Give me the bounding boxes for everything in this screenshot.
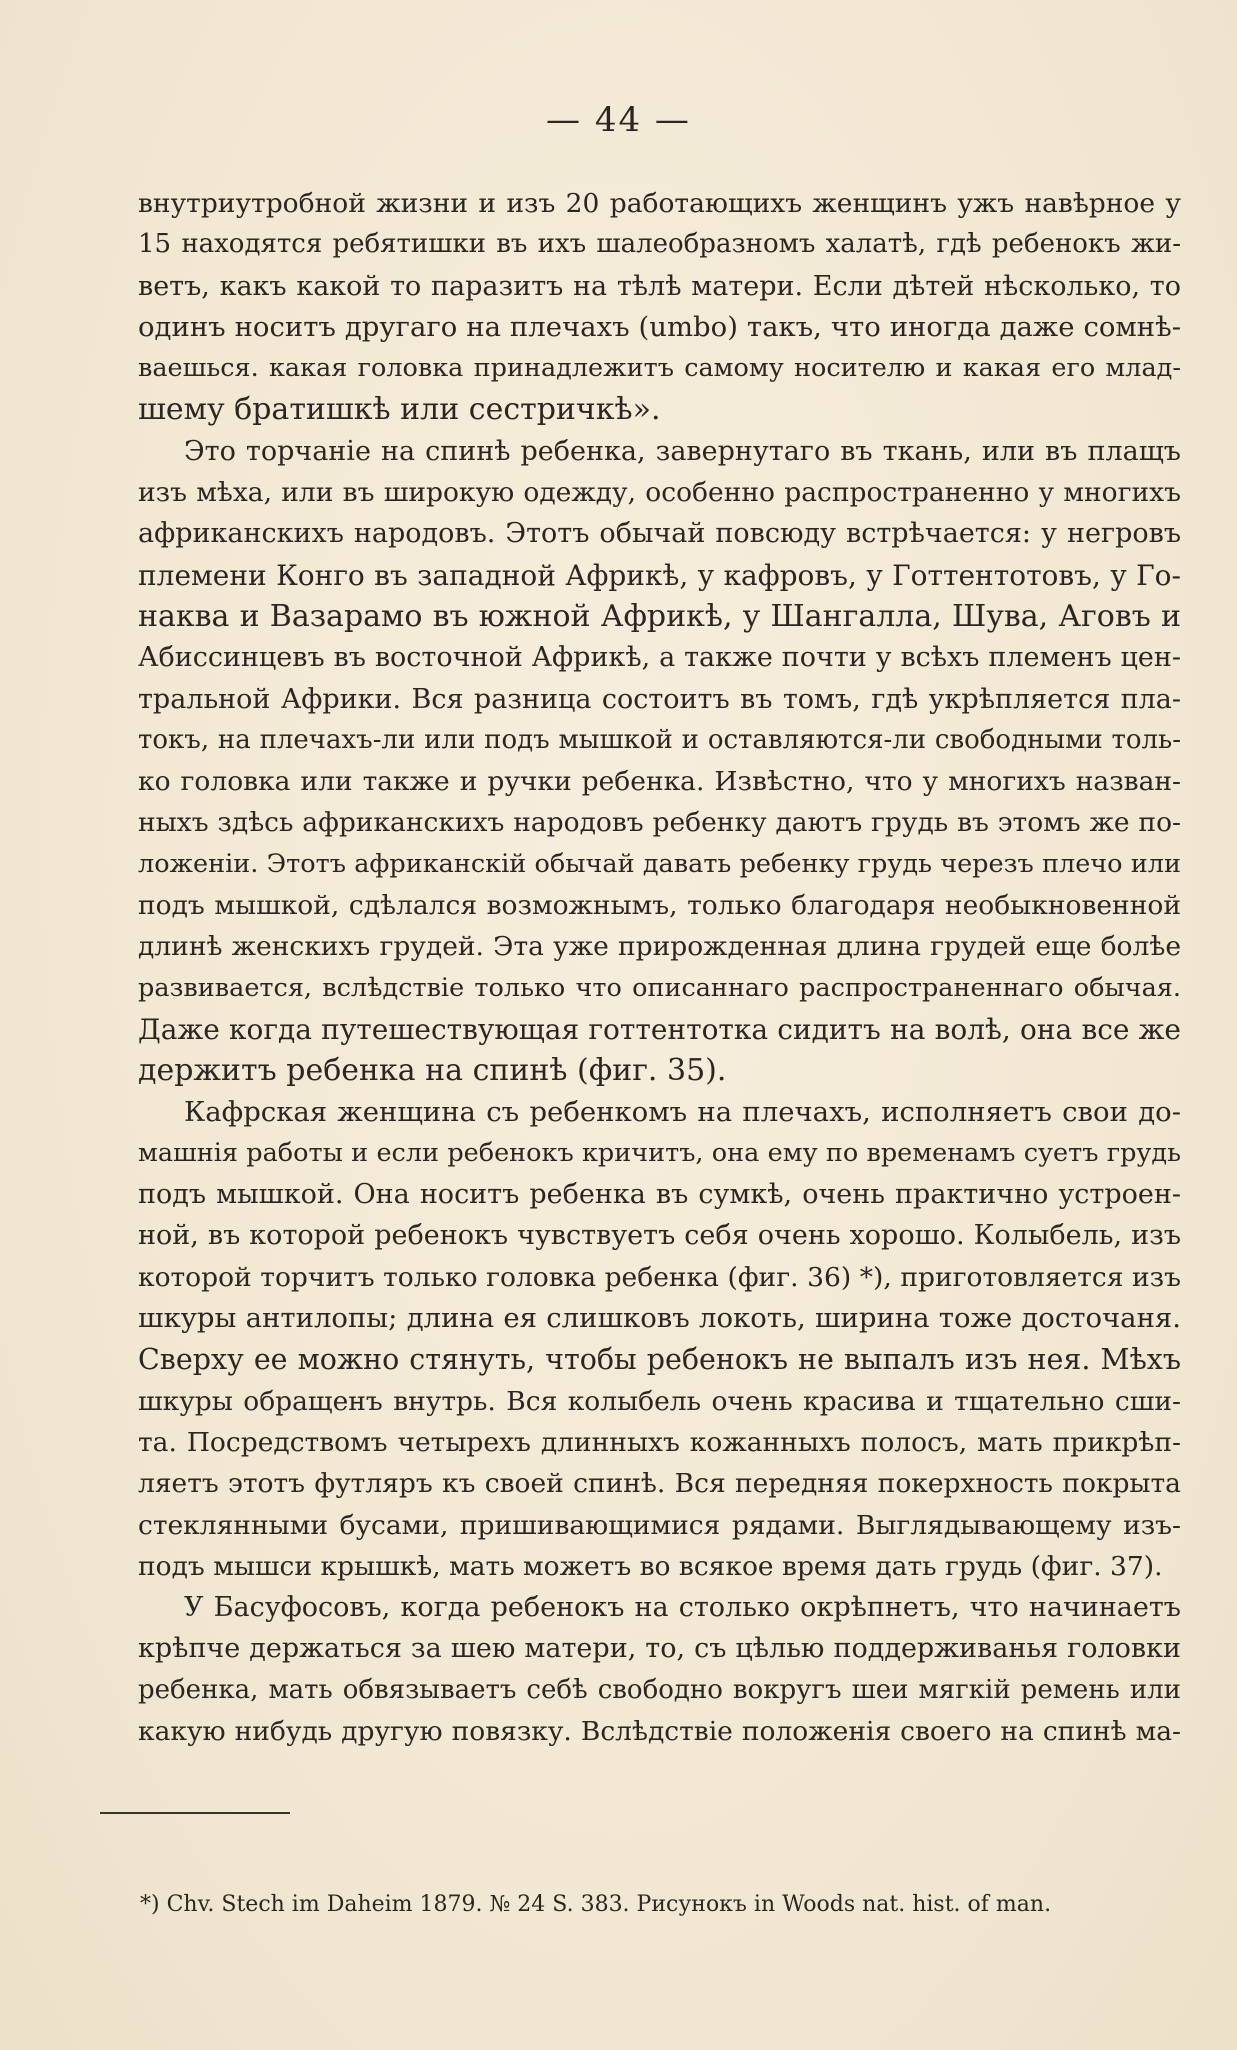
text-line: шкуры обращенъ внутрь. Вся колыбель очень красива и тщательно сши-: [138, 1385, 1181, 1417]
footnote: *) Chv. Stech im Daheim 1879. № 24 S. 383. Рисунокъ in Woods nat. hist. of man.: [140, 1892, 1052, 1917]
text-line: держитъ ребенка на спинѣ (фиг. 35).: [138, 1053, 727, 1089]
text-line: шему братишкѣ или сестричкѣ».: [138, 392, 661, 428]
text-line: подъ мышкой. Она носитъ ребенка въ сумкѣ, очень практично устроен-: [138, 1179, 1181, 1211]
text-line: ложеніи. Этотъ африканскій обычай давать ребенку грудь черезъ плечо или: [138, 848, 1181, 879]
text-line: машнія работы и если ребенокъ кричитъ, она ему по временамъ суетъ грудь: [138, 1137, 1181, 1168]
text-line: Даже когда путешествующая готтентотка сидитъ на волѣ, она все же: [138, 1012, 1181, 1046]
text-line: развивается, вслѣдствіе только что описаннаго распространеннаго обычая.: [138, 972, 1181, 1003]
text-line: изъ мѣха, или въ широкую одежду, особенно распространенно у многихъ: [138, 477, 1181, 509]
text-line: ной, въ которой ребенокъ чувствуетъ себя очень хорошо. Колыбель, изъ: [138, 1220, 1181, 1252]
text-line: ребенка, мать обвязываетъ себѣ свободно вокругъ шеи мягкій ремень или: [138, 1674, 1181, 1705]
text-line: У Басуфосовъ, когда ребенокъ на столько окрѣпнетъ, что начинаетъ: [184, 1592, 1181, 1624]
text-line: та. Посредствомъ четырехъ длинныхъ кожанныхъ полосъ, мать прикрѣп-: [138, 1426, 1181, 1458]
text-line: крѣпче держаться за шею матери, то, съ цѣлью поддерживанья головки: [138, 1633, 1181, 1665]
text-line: которой торчитъ только головка ребенка (фиг. 36) *), приготовляется изъ: [138, 1261, 1181, 1293]
text-line: подъ мышси крышкѣ, мать можетъ во всякое время дать грудь (фиг. 37).: [138, 1550, 1163, 1582]
text-line: 15 находятся ребятишки въ ихъ шалеобразномъ халатѣ, гдѣ ребенокъ жи-: [138, 229, 1181, 260]
text-line: одинъ носитъ другаго на плечахъ (umbo) такъ, что иногда даже сомнѣ-: [138, 310, 1181, 343]
body-text: [138, 183, 1181, 1752]
text-line: Это торчаніе на спинѣ ребенка, завернутаго въ ткань, или въ плащъ: [184, 435, 1181, 467]
text-line: племени Конго въ западной Африкѣ, у кафровъ, у Готтентотовъ, у Го-: [138, 558, 1181, 592]
text-line: ныхъ здѣсь африканскихъ народовъ ребенку даютъ грудь въ этомъ же по-: [138, 807, 1181, 839]
text-line: какую нибудь другую повязку. Вслѣдствіе положенія своего на спинѣ ма-: [138, 1715, 1181, 1747]
text-line: ваешься. какая головка принадлежитъ самому носителю и какая его млад-: [138, 353, 1181, 384]
text-line: ко головка или также и ручки ребенка. Извѣстно, что у многихъ назван-: [138, 766, 1181, 798]
text-line: токъ, на плечахъ-ли или подъ мышкой и оставляются-ли свободными толь-: [138, 724, 1181, 755]
text-line: тральной Африки. Вся разница состоитъ въ томъ, гдѣ укрѣпляется пла-: [138, 683, 1181, 715]
text-line: Сверху ее можно стянуть, чтобы ребенокъ не выпалъ изъ нея. Мѣхъ: [138, 1343, 1181, 1377]
text-line: Абиссинцевъ въ восточной Африкѣ, а также почти у всѣхъ племенъ цен-: [138, 642, 1181, 674]
text-line: ветъ, какъ какой то паразитъ на тѣлѣ матери. Если дѣтей нѣсколько, то: [138, 270, 1181, 302]
text-line: стеклянными бусами, пришивающимися рядами. Выглядывающему изъ-: [138, 1509, 1181, 1541]
text-line: африканскихъ народовъ. Этотъ обычай повсюду встрѣчается: у негровъ: [138, 518, 1181, 550]
text-line: подъ мышкой, сдѣлался возможнымъ, только благодаря необыкновенной: [138, 890, 1181, 922]
text-line: длинѣ женскихъ грудей. Эта уже прирожденная длина грудей еще болѣе: [138, 931, 1181, 963]
text-line: ляетъ этотъ футляръ къ своей спинѣ. Вся передняя покерхность покрыта: [138, 1468, 1181, 1500]
page-number: — 44 —: [546, 100, 691, 140]
footnote-divider: [100, 1812, 290, 1814]
text-line: наква и Вазарамо въ южной Африкѣ, у Шангалла, Шува, Аговъ и: [138, 598, 1181, 634]
text-line: шкуры антилопы; длина ея слишковъ локоть, ширина тоже досточаня.: [138, 1302, 1181, 1335]
text-line: внутриутробной жизни и изъ 20 работающихъ женщинъ ужъ навѣрное у: [138, 188, 1181, 219]
text-line: Кафрская женщина съ ребенкомъ на плечахъ, исполняетъ свои до-: [184, 1095, 1181, 1128]
